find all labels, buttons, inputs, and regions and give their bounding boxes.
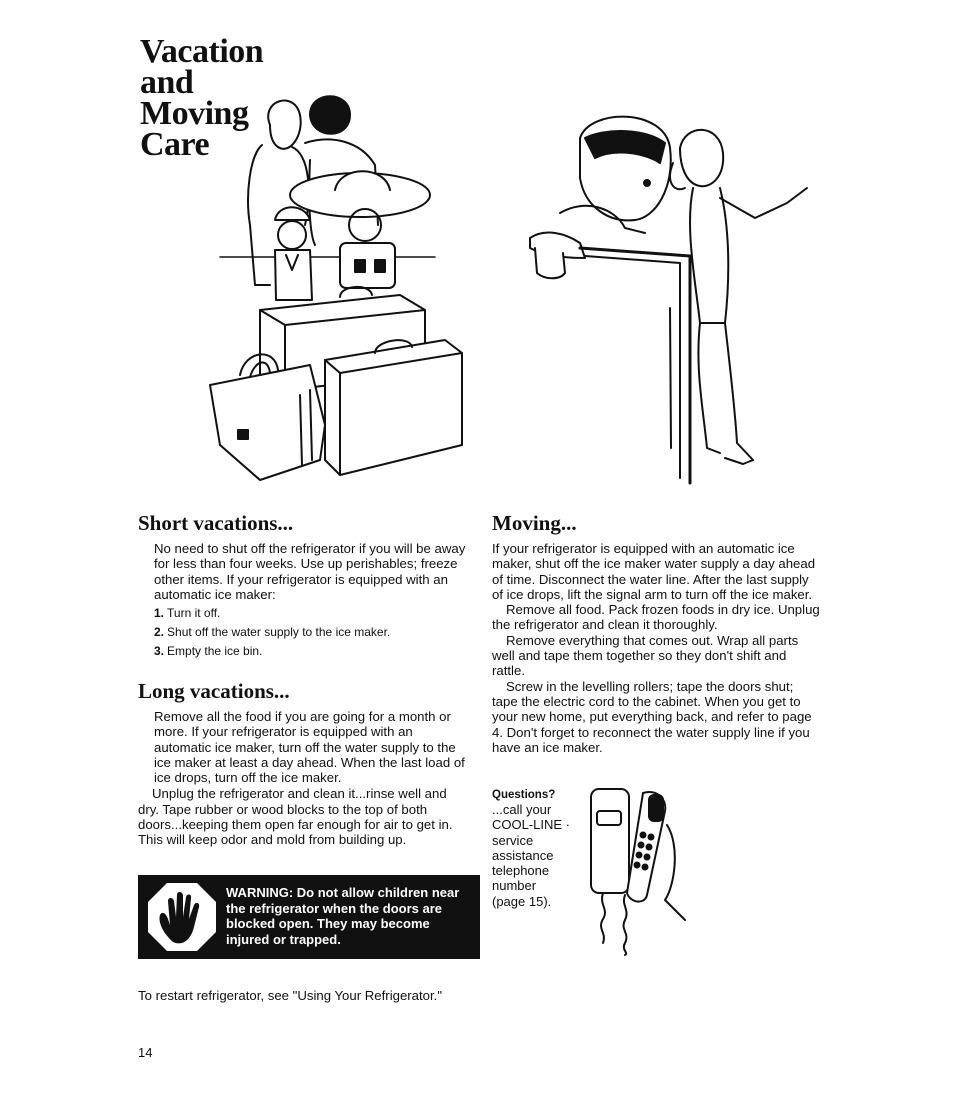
list-item: 2. Shut off the water supply to the ice maker. <box>154 625 391 640</box>
title-line-2: and <box>140 64 194 101</box>
page-number: 14 <box>138 1045 153 1060</box>
moving-heading: Moving... <box>492 511 577 535</box>
moving-section <box>492 511 822 755</box>
list-item: 3. Empty the ice bin. <box>154 644 263 659</box>
short-vacations-heading: Short vacations... <box>138 511 294 535</box>
family-with-luggage-illustration <box>200 85 470 500</box>
restart-note: To restart refrigerator, see "Using Your Refrigerator." <box>138 988 443 1003</box>
moving-paragraph-2: Remove all food. Pack frozen foods in dry ice. Unplug the refrigerator and clean it thoroughly. <box>492 602 820 633</box>
questions-text: ...call your COOL-LINE · service assistance telephone number (page 15). <box>492 802 571 909</box>
stop-hand-icon <box>146 881 218 953</box>
couple-moving-refrigerator-illustration <box>525 108 815 483</box>
moving-paragraph-4: Screw in the levelling rollers; tape the doors shut; tape the electric cord to the cabinet. When you get to your new home, put everything back, and refer to page 4. Don't forget to reconnect the water supply line if you have an ice maker. <box>492 678 812 755</box>
long-vacations-paragraph-2: Unplug the refrigerator and clean it...rinse well and dry. Tape rubber or wood blocks to the top of both doors...keeping them open far enough for air to get in. This will keep odor and mold from building up. <box>138 786 453 848</box>
short-vacations-steps <box>138 604 468 661</box>
warning-box <box>138 875 480 959</box>
moving-paragraph-1: If your refrigerator is equipped with an automatic ice maker, shut off the ice maker water supply a day ahead of time. Disconnect the water line. After the last supply of ice drops, lift the signal arm to turn off the ice maker. <box>492 541 816 602</box>
long-vacations-paragraph-1: Remove all the food if you are going for a month or more. If your refrigerator is equipped with an automatic ice maker, turn off the water supply to the ice maker at least a day ahead. When the last load of ice drops, turn off the ice maker. <box>154 709 465 786</box>
list-item: 1. Turn it off. <box>154 606 221 621</box>
long-vacations-heading: Long vacations... <box>138 679 290 703</box>
telephone-icon <box>585 785 695 955</box>
warning-text: WARNING: Do not allow children near the refrigerator when the doors are blocked open. They may become injured or trapped. <box>226 885 460 947</box>
title-line-4: Care <box>140 126 210 163</box>
questions-block <box>492 788 582 909</box>
title-line-3: Moving <box>140 95 249 132</box>
short-vacations-section <box>138 511 468 661</box>
moving-paragraph-3: Remove everything that comes out. Wrap all parts well and tape them together so they don't shift and rattle. <box>492 632 799 679</box>
short-vacations-paragraph: No need to shut off the refrigerator if you will be away for less than four weeks. Use up perishables; freeze other items. If your refrigerator is equipped with an automatic ice maker: <box>154 541 466 602</box>
title-line-1: Vacation <box>140 33 264 70</box>
long-vacations-section <box>138 679 468 848</box>
questions-title: Questions? <box>492 789 556 801</box>
